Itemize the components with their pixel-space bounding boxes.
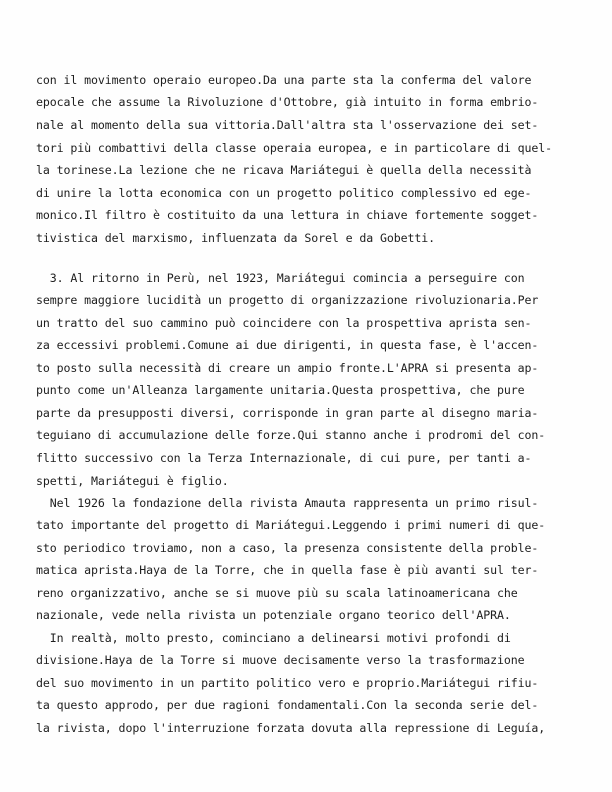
text-line: reno organizzativo, anche se si muove più su scala latinoamericana che [36,586,518,600]
text-line: tato importante del progetto di Mariátegui.Leggendo i primi numeri di que- [36,518,546,532]
text-line: con il movimento operaio europeo.Da una parte sta la conferma del valore [36,73,532,87]
text-line: za eccessivi problemi.Comune ai due dirigenti, in questa fase, è l'accen- [36,338,539,352]
text-line: monico.Il filtro è costituito da una lettura in chiave fortemente sogget- [36,208,539,222]
paragraph-3-first-line: 3. Al ritorno in Perù, nel 1923, Mariátegui comincia a perseguire con [36,271,525,285]
text-line: nale al momento della sua vittoria.Dall'altra sta l'osservazione dei set- [36,118,539,132]
text-line: la rivista, dopo l'interruzione forzata dovuta alla repressione di Leguía, [36,721,546,735]
text-line: matica aprista.Haya de la Torre, che in quella fase è più avanti sul ter- [36,563,539,577]
text-line: di unire la lotta economica con un progetto politico complessivo ed ege- [36,186,532,200]
text-line: tivistica del marxismo, influenzata da Sorel e da Gobetti. [36,231,436,245]
text-line: sempre maggiore lucidità un progetto di organizzazione rivoluzionaria.Per [36,293,539,307]
text-line: nazionale, vede nella rivista un potenziale organo teorico dell'APRA. [36,608,511,622]
text-line: sto periodico troviamo, non a caso, la presenza consistente della proble- [36,541,539,555]
text-line: tori più combattivi della classe operaia europea, e in particolare di quel- [36,141,553,155]
text-line: flitto successivo con la Terza Internazionale, di cui pure, per tanti a- [36,451,532,465]
text-line: teguiano di accumulazione delle forze.Qui stanno anche i prodromi del con- [36,428,546,442]
text-line: to posto sulla necessità di creare un ampio fronte.L'APRA si presenta ap- [36,361,539,375]
text-line: un tratto del suo cammino può coincidere con la prospettiva aprista sen- [36,316,532,330]
text-line: In realtà, molto presto, cominciano a delinearsi motivi profondi di [36,631,511,645]
text-line: divisione.Haya de la Torre si muove decisamente verso la trasformazione [36,653,525,667]
text-line: epocale che assume la Rivoluzione d'Ottobre, già intuito in forma embrio- [36,95,539,109]
text-line: parte da presupposti diversi, corrisponde in gran parte al disegno maria- [36,406,539,420]
text-line: punto come un'Alleanza largamente unitaria.Questa prospettiva, che pure [36,383,525,397]
text-line: spetti, Mariátegui è figlio. [36,474,229,488]
text-line: la torinese.La lezione che ne ricava Mariátegui è quella della necessità [36,163,532,177]
text-line: ta questo approdo, per due ragioni fondamentali.Con la seconda serie del- [36,698,539,712]
text-line: del suo movimento in un partito politico vero e proprio.Mariátegui rifiu- [36,676,539,690]
text-line: Nel 1926 la fondazione della rivista Amauta rappresenta un primo risul- [36,496,539,510]
